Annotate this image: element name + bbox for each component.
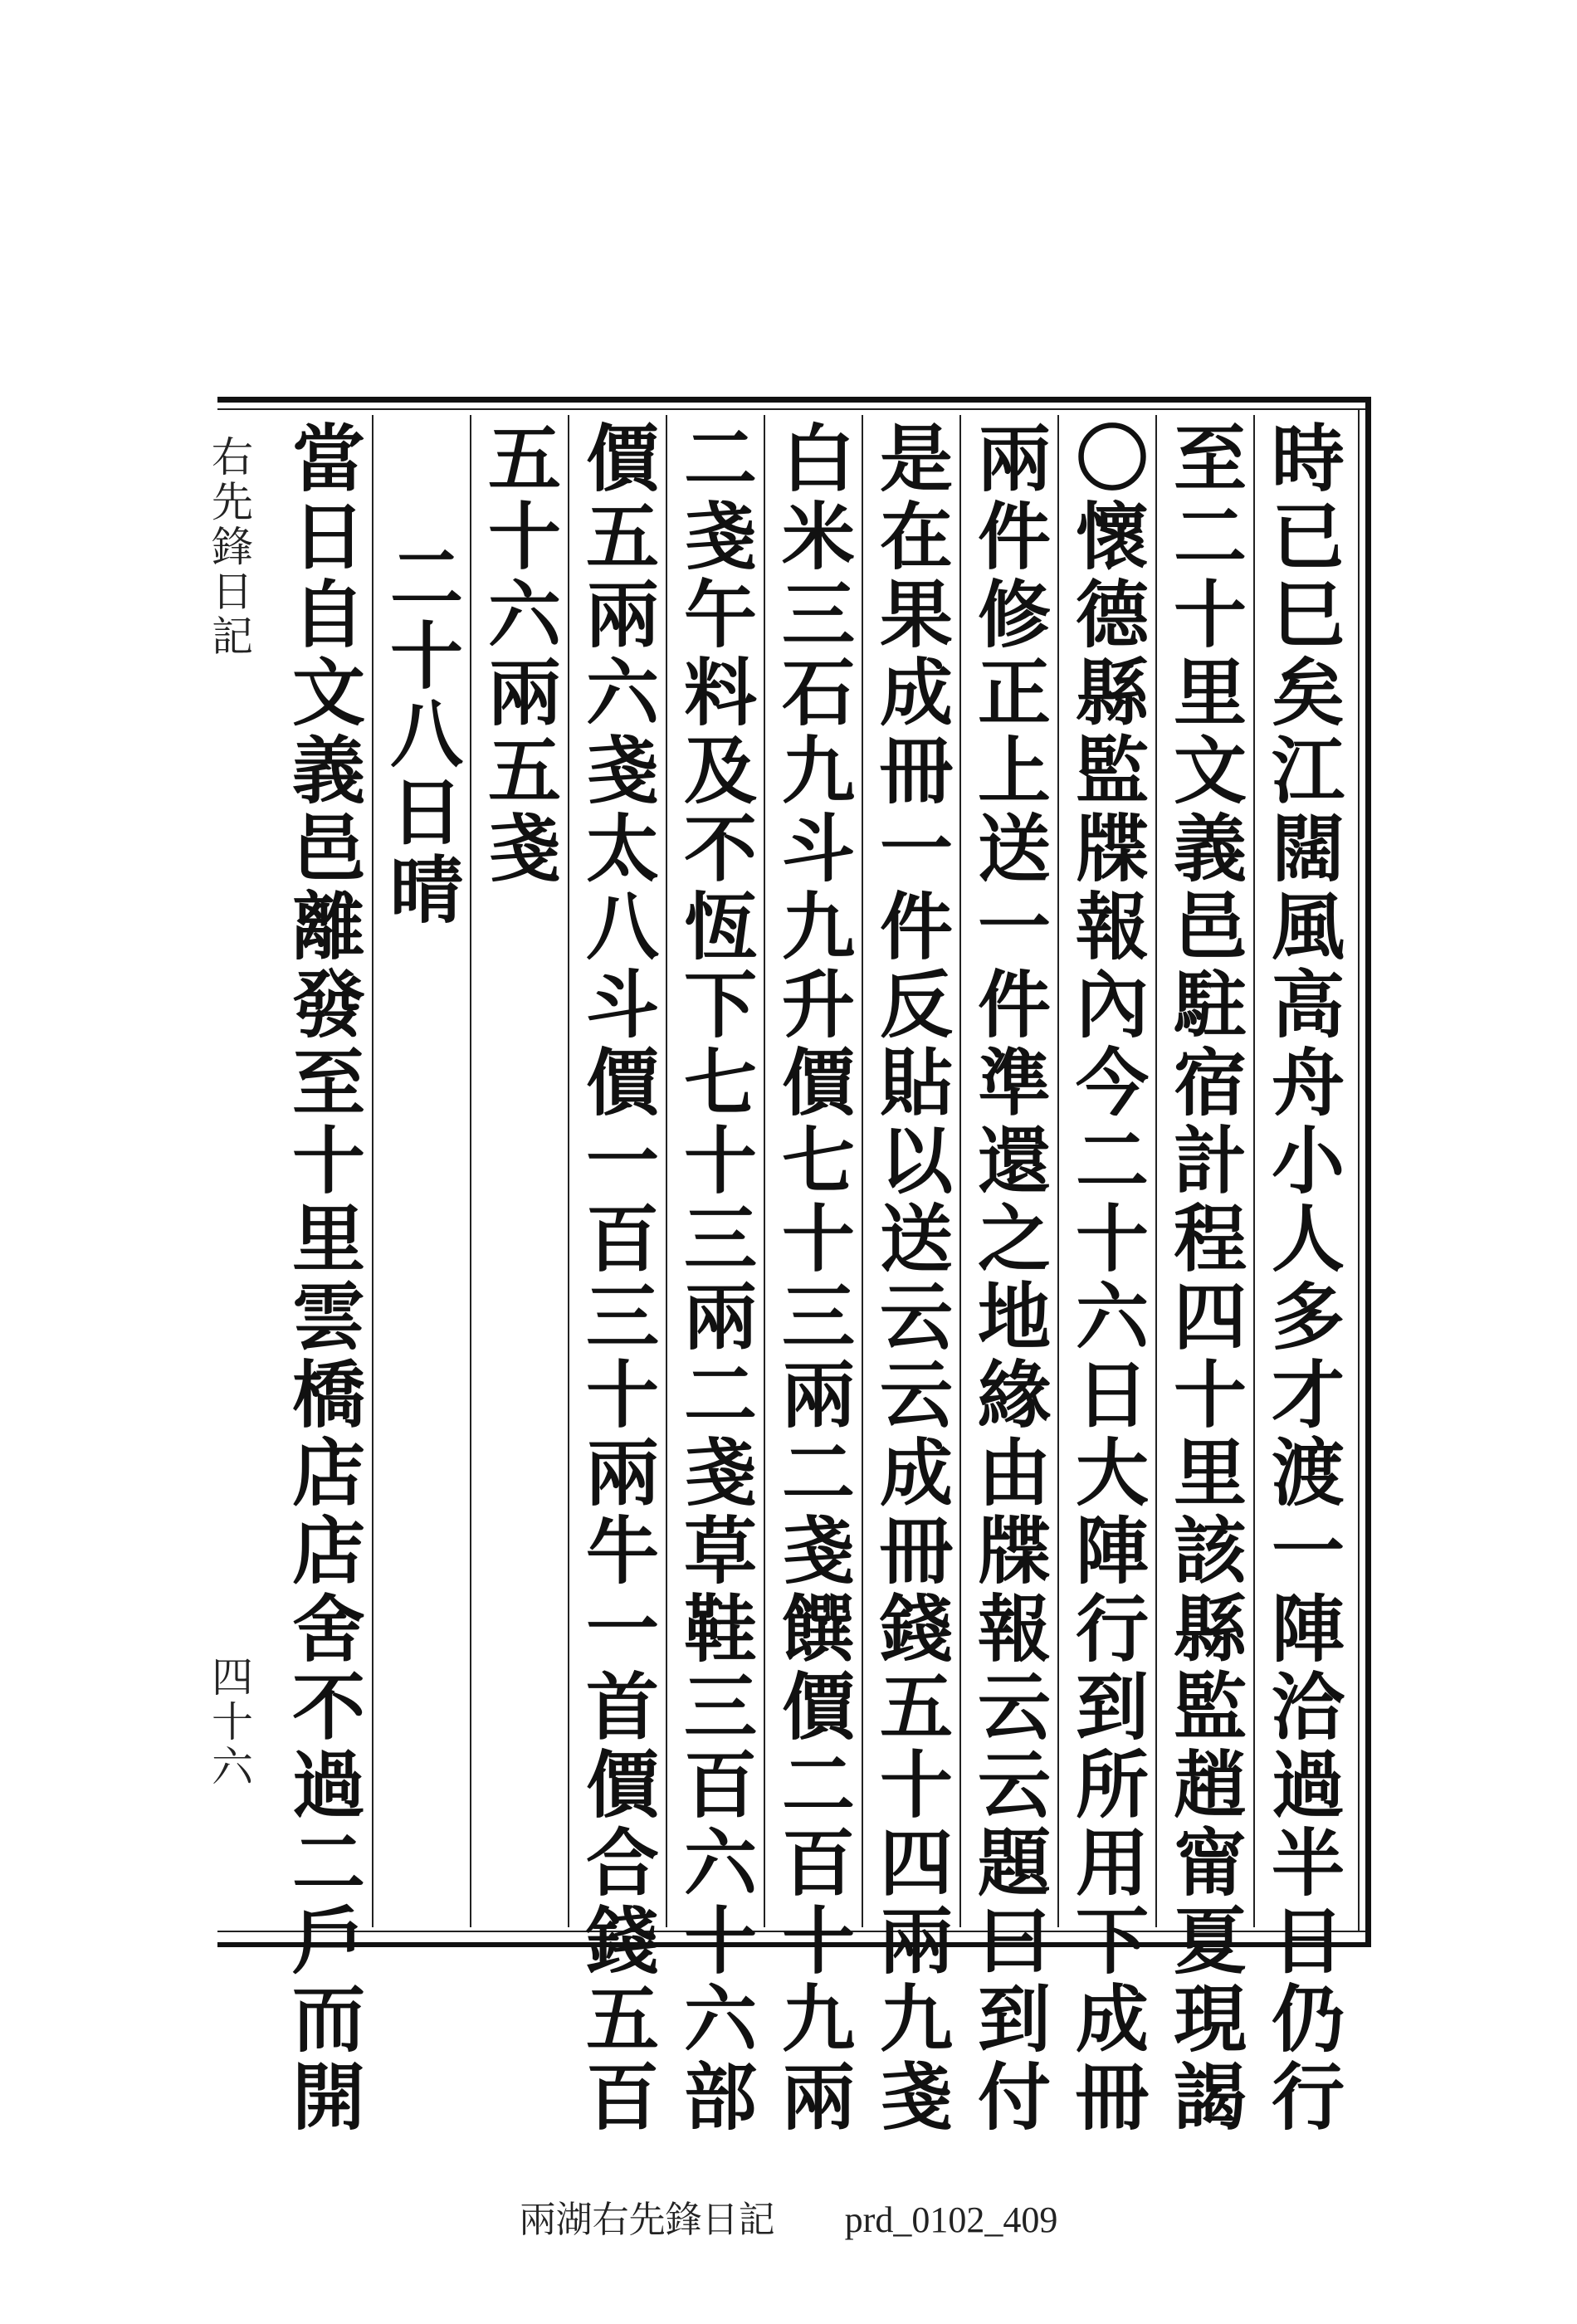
text-column bbox=[863, 415, 961, 2136]
frame-right-inner-rule bbox=[1358, 408, 1360, 1932]
column-text: 兩件修正上送一件準還之地緣由牒報云云題曰到付 bbox=[966, 420, 1052, 2136]
column-text: 至二十里文義邑駐宿計程四十里該縣監趙甯夏現謁 bbox=[1162, 420, 1248, 2136]
frame-top-inner-rule bbox=[217, 408, 1371, 410]
column-text: 五十六兩五戔 bbox=[476, 420, 563, 888]
margin-title: 右先鋒日記 bbox=[205, 435, 253, 659]
printed-page bbox=[205, 397, 1371, 2136]
footer-code: prd_0102_409 bbox=[844, 2200, 1058, 2240]
text-column bbox=[471, 415, 569, 1927]
text-column bbox=[961, 415, 1059, 2136]
text-column bbox=[1157, 415, 1255, 2136]
page-margin-strip bbox=[199, 418, 253, 1922]
text-column bbox=[667, 415, 765, 2136]
frame-right-rule bbox=[1365, 397, 1371, 1947]
column-text: 當日自文義邑離發至十里雲橋店店舍不過二戶而開 bbox=[281, 420, 367, 2136]
text-column bbox=[1255, 415, 1351, 2136]
column-text: 是在果成冊一件反貼以送云云成冊錢五十四兩九戔 bbox=[868, 420, 954, 2136]
date-heading: 二十八日晴 bbox=[378, 540, 465, 930]
column-text: 時已巳矣江闊風高舟小人多才渡一陣洽過半日仍行 bbox=[1260, 420, 1346, 2136]
column-text: 〇懷德縣監牒報內今二十六日大陣行到所用下成冊 bbox=[1064, 420, 1150, 2136]
column-text: 二戔午料及不恆下七十三兩二戔草鞋三百六十六部 bbox=[672, 420, 759, 2136]
text-column bbox=[1059, 415, 1157, 2136]
text-column bbox=[569, 415, 667, 2136]
footer-caption bbox=[0, 2190, 1577, 2243]
text-columns bbox=[251, 415, 1351, 2136]
margin-page-number: 四十六 bbox=[205, 1655, 253, 1789]
text-column bbox=[765, 415, 863, 2136]
date-heading-column bbox=[374, 415, 471, 1927]
column-text: 白米三石九斗九升價七十三兩二戔饌價二百十九兩 bbox=[770, 420, 857, 2136]
text-column bbox=[276, 415, 374, 2136]
column-text: 價五兩六戔太八斗價一百三十兩牛一首價合錢五百 bbox=[574, 420, 661, 2136]
frame-top-rule bbox=[217, 397, 1371, 403]
footer-title: 兩湖右先鋒日記 bbox=[519, 2199, 775, 2241]
